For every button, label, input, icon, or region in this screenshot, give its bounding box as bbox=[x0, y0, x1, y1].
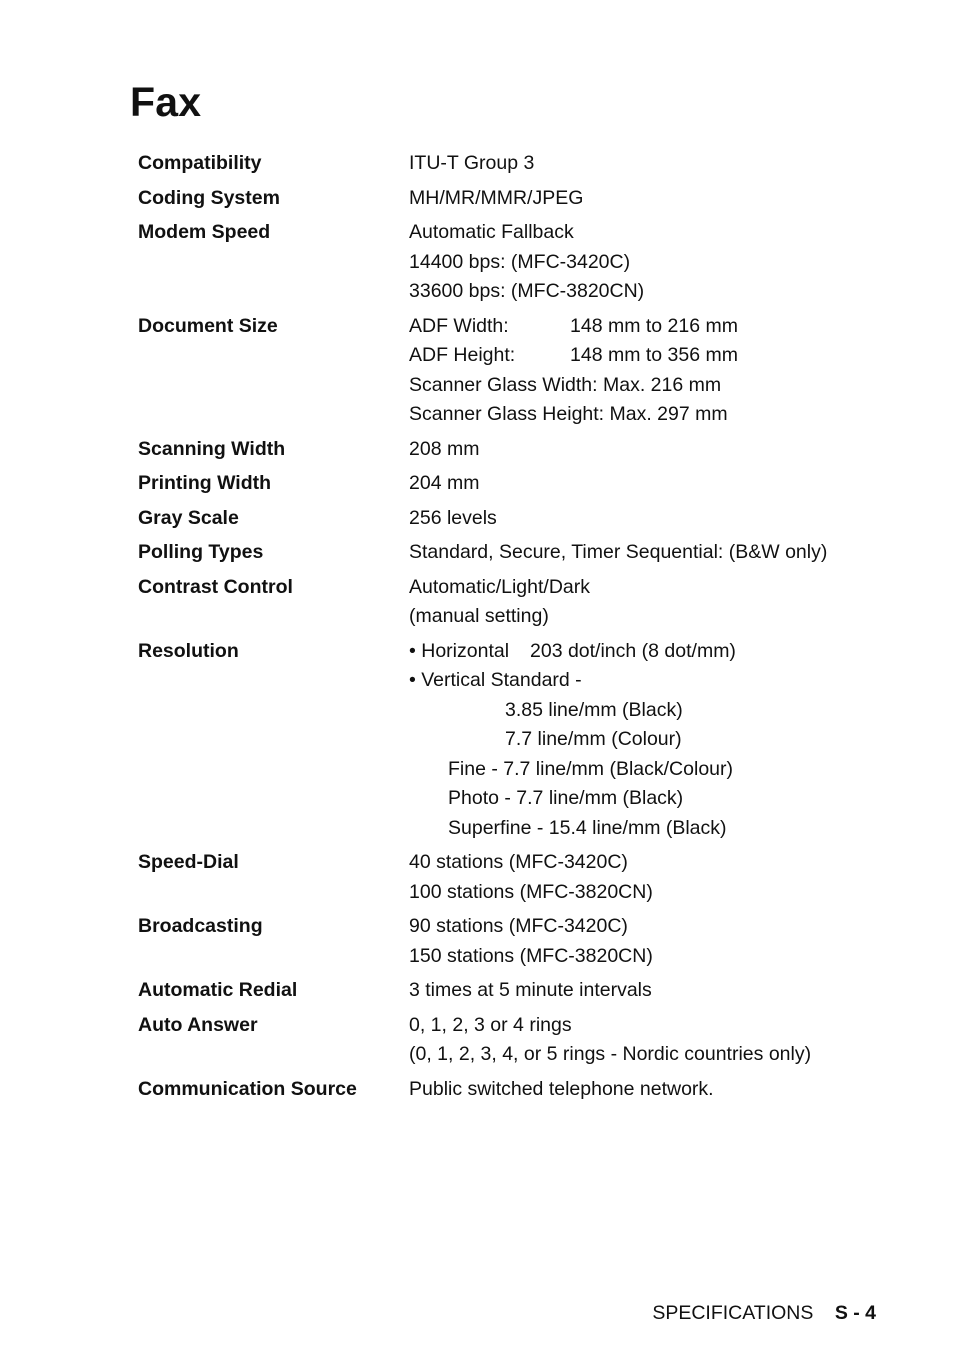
spec-value-line: 40 stations (MFC-3420C) bbox=[409, 851, 628, 873]
spec-value bbox=[409, 637, 868, 844]
spec-label: Contrast Control bbox=[138, 575, 293, 598]
resolution-mode-line: Fine - 7.7 line/mm (Black/Colour) bbox=[448, 757, 733, 780]
spec-value bbox=[409, 1075, 868, 1105]
spec-label: Auto Answer bbox=[138, 1013, 258, 1036]
adf-height-key: ADF Height: bbox=[409, 344, 516, 366]
spec-value-line: MH/MR/MMR/JPEG bbox=[409, 186, 584, 209]
resolution-mode-line: Photo - 7.7 line/mm (Black) bbox=[448, 787, 684, 809]
spec-row-automatic-redial bbox=[138, 976, 868, 1006]
spec-value-line: 90 stations (MFC-3420C) bbox=[409, 915, 628, 937]
spec-value-line: (0, 1, 2, 3, 4, or 5 rings - Nordic countries only) bbox=[409, 1043, 812, 1065]
spec-value bbox=[409, 184, 868, 214]
resolution-standard-line: 3.85 line/mm (Black) bbox=[505, 698, 683, 721]
spec-value-line: Public switched telephone network. bbox=[409, 1077, 714, 1100]
spec-value-line: 150 stations (MFC-3820CN) bbox=[409, 944, 653, 967]
spec-label: Coding System bbox=[138, 186, 280, 209]
spec-label: Document Size bbox=[138, 314, 278, 337]
spec-value-line: Scanner Glass Height: Max. 297 mm bbox=[409, 403, 728, 425]
spec-value-line: 33600 bps: (MFC-3820CN) bbox=[409, 280, 645, 302]
adf-width-line bbox=[409, 312, 868, 342]
spec-label: Scanning Width bbox=[138, 437, 286, 460]
spec-value-line: (manual setting) bbox=[409, 605, 549, 627]
spec-row-modem-speed bbox=[138, 218, 868, 307]
spec-value-line: Scanner Glass Width: Max. 216 mm bbox=[409, 373, 722, 396]
spec-value-line: 204 mm bbox=[409, 472, 480, 494]
spec-value bbox=[409, 848, 868, 907]
spec-label: Modem Speed bbox=[138, 221, 271, 243]
spec-value-line: 208 mm bbox=[409, 437, 480, 460]
adf-width-key: ADF Width: bbox=[409, 314, 509, 337]
spec-label: Printing Width bbox=[138, 472, 272, 494]
spec-value-line: 3 times at 5 minute intervals bbox=[409, 979, 652, 1001]
spec-row-polling-types bbox=[138, 538, 868, 568]
spec-row-compatibility bbox=[138, 149, 868, 179]
page-number: S - 4 bbox=[834, 1302, 876, 1324]
spec-value bbox=[409, 435, 868, 465]
spec-value bbox=[409, 976, 868, 1006]
spec-label: Broadcasting bbox=[138, 915, 263, 937]
spec-value bbox=[409, 912, 868, 971]
spec-value bbox=[409, 469, 868, 499]
spec-row-contrast-control bbox=[138, 573, 868, 632]
resolution-vertical-line: • Vertical Standard - bbox=[409, 669, 582, 691]
spec-value bbox=[409, 538, 868, 568]
spec-row-printing-width bbox=[138, 469, 868, 499]
page-title: Fax bbox=[130, 79, 202, 125]
spec-row-scanning-width bbox=[138, 435, 868, 465]
spec-label: Communication Source bbox=[138, 1077, 357, 1100]
spec-row-broadcasting bbox=[138, 912, 868, 971]
spec-row-communication-source bbox=[138, 1075, 868, 1105]
resolution-horizontal-value: 203 dot/inch (8 dot/mm) bbox=[530, 639, 736, 662]
spec-row-speed-dial bbox=[138, 848, 868, 907]
spec-value bbox=[409, 218, 868, 307]
spec-row-document-size bbox=[138, 312, 868, 430]
spec-value-line: Standard, Secure, Timer Sequential: (B&W only) bbox=[409, 541, 828, 563]
adf-width-value: 148 mm to 216 mm bbox=[570, 314, 738, 337]
resolution-horizontal-line bbox=[409, 637, 868, 667]
spec-label: Compatibility bbox=[138, 152, 262, 174]
spec-row-resolution bbox=[138, 637, 868, 844]
spec-value bbox=[409, 573, 868, 632]
spec-value bbox=[409, 1011, 868, 1070]
spec-label: Resolution bbox=[138, 639, 239, 662]
spec-label: Automatic Redial bbox=[138, 979, 298, 1001]
resolution-mode-line: Superfine - 15.4 line/mm (Black) bbox=[448, 816, 727, 839]
spec-value-line: Automatic/Light/Dark bbox=[409, 575, 590, 598]
spec-value-line: ITU-T Group 3 bbox=[409, 152, 535, 174]
resolution-horizontal-key: • Horizontal bbox=[409, 639, 510, 662]
resolution-standard-line: 7.7 line/mm (Colour) bbox=[505, 728, 682, 750]
spec-label: Polling Types bbox=[138, 541, 264, 563]
spec-value-line: 100 stations (MFC-3820CN) bbox=[409, 880, 653, 903]
spec-value bbox=[409, 312, 868, 430]
page-footer bbox=[652, 1300, 876, 1326]
spec-value-line: 0, 1, 2, 3 or 4 rings bbox=[409, 1013, 572, 1036]
spec-value bbox=[409, 504, 868, 534]
spec-row-coding-system bbox=[138, 184, 868, 214]
spec-value-line: Automatic Fallback bbox=[409, 221, 574, 243]
footer-section-name: SPECIFICATIONS bbox=[652, 1302, 814, 1324]
adf-height-value: 148 mm to 356 mm bbox=[570, 344, 738, 366]
spec-label: Gray Scale bbox=[138, 506, 239, 529]
spec-value bbox=[409, 149, 868, 179]
spec-value-line: 14400 bps: (MFC-3420C) bbox=[409, 250, 631, 273]
spec-row-auto-answer bbox=[138, 1011, 868, 1070]
spec-value-line: 256 levels bbox=[409, 506, 497, 529]
adf-height-line bbox=[409, 341, 868, 371]
spec-label: Speed-Dial bbox=[138, 851, 239, 873]
spec-table bbox=[138, 149, 868, 1109]
spec-row-gray-scale bbox=[138, 504, 868, 534]
